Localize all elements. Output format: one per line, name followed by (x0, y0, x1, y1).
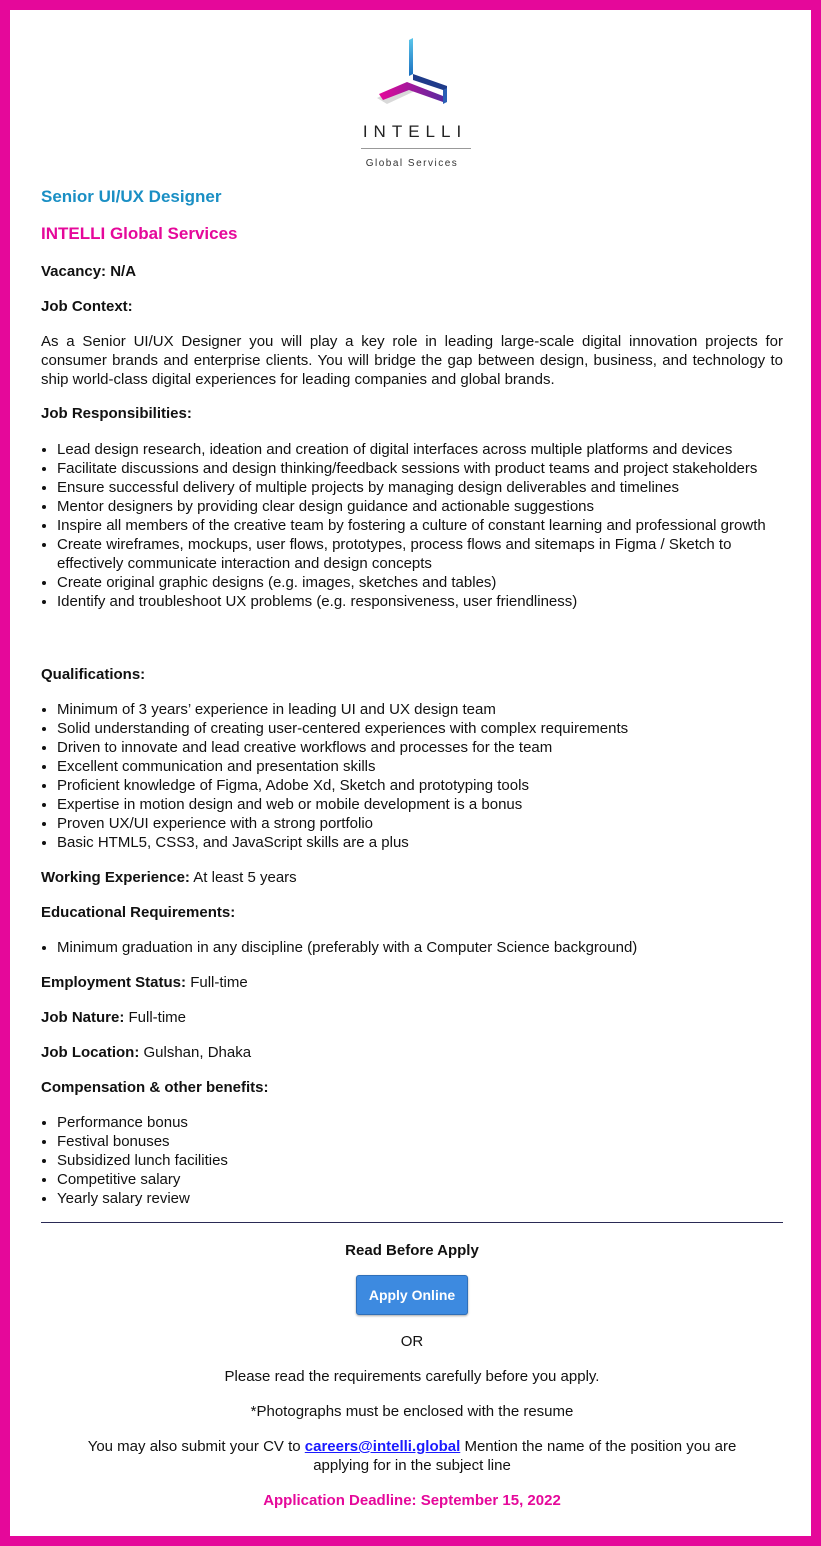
company-name: INTELLI Global Services (41, 224, 238, 243)
or-separator: OR (400, 1333, 424, 1350)
list-item: • Subsidized lunch facilities (57, 1151, 783, 1170)
list-item: • Minimum of 3 years’ experience in leading UI and UX design team (57, 700, 783, 719)
qualifications-list (41, 700, 783, 852)
read-before-apply: Read Before Apply (345, 1242, 479, 1259)
careers-email-link[interactable]: careers@intelli.global (304, 1438, 461, 1455)
list-item: • Festival bonuses (57, 1132, 783, 1151)
submit-cv-suffix: Mention the name of the position you are applying for in the subject line (313, 1438, 737, 1474)
job-post-card (10, 10, 811, 1536)
list-item: • Performance bonus (57, 1113, 783, 1132)
responsibilities-heading: Job Responsibilities: (41, 405, 192, 422)
job-location-value: Gulshan, Dhaka (143, 1044, 252, 1061)
list-item: • Create original graphic designs (e.g. images, sketches and tables) (57, 573, 783, 592)
list-item: • Competitive salary (57, 1170, 783, 1189)
vacancy-row (41, 262, 783, 281)
employment-status-row (41, 973, 783, 992)
job-nature-row (41, 1008, 783, 1027)
logo-divider (361, 148, 471, 149)
responsibilities-list (41, 440, 783, 611)
list-item: • Minimum graduation in any discipline (preferably with a Computer Science background) (57, 938, 783, 957)
company-logo (41, 38, 783, 170)
submit-cv-note (41, 1437, 783, 1475)
list-item: • Basic HTML5, CSS3, and JavaScript skills are a plus (57, 833, 783, 852)
list-item: • Identify and troubleshoot UX problems (e.g. responsiveness, user friendliness) (57, 592, 783, 611)
employment-status-label: Employment Status: (41, 974, 187, 991)
list-item: • Driven to innovate and lead creative workflows and processes for the team (57, 738, 783, 757)
list-item: • Lead design research, ideation and creation of digital interfaces across multiple platforms and devices (57, 440, 783, 459)
submit-cv-prefix: You may also submit your CV to (87, 1438, 301, 1455)
list-item: • Proven UX/UI experience with a strong portfolio (57, 814, 783, 833)
qualifications-heading: Qualifications: (41, 666, 146, 683)
apply-note-read: Please read the requirements carefully before you apply. (224, 1368, 600, 1385)
list-item: • Solid understanding of creating user-centered experiences with complex requirements (57, 719, 783, 738)
employment-status-value: Full-time (190, 974, 248, 991)
logo-tagline: Global Services (365, 158, 459, 169)
job-title: Senior UI/UX Designer (41, 187, 222, 206)
apply-note-photographs: *Photographs must be enclosed with the resume (250, 1403, 574, 1420)
logo-wordmark: INTELLI (362, 122, 468, 141)
list-item: • Mentor designers by providing clear design guidance and actionable suggestions (57, 497, 783, 516)
list-item: • Yearly salary review (57, 1189, 783, 1208)
benefits-heading: Compensation & other benefits: (41, 1079, 269, 1096)
apply-online-button[interactable]: Apply Online (356, 1275, 468, 1315)
working-experience-value: At least 5 years (193, 869, 297, 886)
section-divider (41, 1222, 783, 1223)
job-context-heading: Job Context: (41, 298, 133, 315)
list-item: • Facilitate discussions and design thinking/feedback sessions with product teams and project stakeholders (57, 459, 783, 478)
application-deadline: Application Deadline: September 15, 2022 (263, 1492, 561, 1509)
job-context-text: As a Senior UI/UX Designer you will play a key role in leading large-scale digital innovation projects for consumer brands and enterprise clients. You will bridge the gap between design, business, and technology to ship world-class digital experiences for leading companies and global brands. (41, 333, 783, 388)
list-item: • Excellent communication and presentation skills (57, 757, 783, 776)
working-experience-label: Working Experience: (41, 869, 190, 886)
list-item: • Expertise in motion design and web or mobile development is a bonus (57, 795, 783, 814)
job-nature-label: Job Nature: (41, 1009, 125, 1026)
vacancy-value: N/A (110, 263, 137, 280)
education-list (41, 938, 783, 957)
vacancy-label: Vacancy: (41, 263, 107, 280)
list-item: • Proficient knowledge of Figma, Adobe Xd, Sketch and prototyping tools (57, 776, 783, 795)
education-heading: Educational Requirements: (41, 904, 236, 921)
job-nature-value: Full-time (128, 1009, 187, 1026)
list-item: • Create wireframes, mockups, user flows, prototypes, process flows and sitemaps in Figma / Sketch to effectively communicate interaction and design concepts (57, 535, 783, 573)
job-location-label: Job Location: (41, 1044, 140, 1061)
benefits-list (41, 1113, 783, 1208)
job-location-row (41, 1043, 783, 1062)
intelli-logo-icon (371, 38, 461, 110)
list-item: • Ensure successful delivery of multiple projects by managing design deliverables and timelines (57, 478, 783, 497)
list-item: • Inspire all members of the creative team by fostering a culture of constant learning and professional growth (57, 516, 783, 535)
working-experience-row (41, 868, 783, 887)
